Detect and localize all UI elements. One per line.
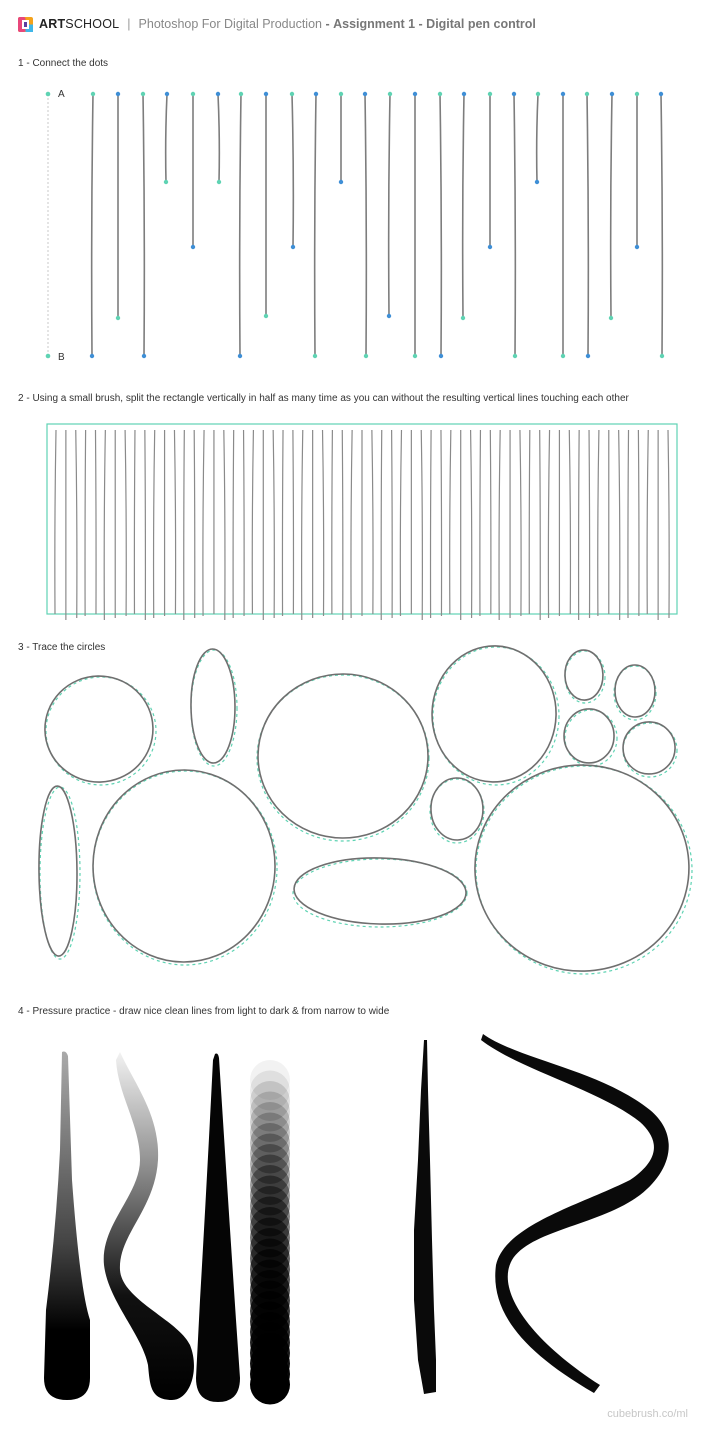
label-b: B	[58, 352, 65, 363]
pressure-stroke-6	[481, 1034, 669, 1393]
section-title-circles: 3 - Trace the circles	[18, 642, 106, 653]
section-title-pressure: 4 - Pressure practice - draw nice clean lines from light to dark & from narrow to wide	[18, 1006, 390, 1017]
brand-rest: SCHOOL	[65, 17, 120, 31]
brand-bold: ART	[39, 17, 66, 31]
watermark: cubebrush.co/ml	[607, 1408, 688, 1420]
pressure-stroke-1	[44, 1052, 90, 1401]
dash: -	[321, 17, 334, 31]
course-title: Photoshop For Digital Production	[138, 17, 322, 31]
label-a: A	[58, 89, 65, 100]
pressure-stroke-3	[196, 1054, 240, 1403]
pressure-stroke-5	[414, 1040, 436, 1394]
section-title-split: 2 - Using a small brush, split the rectangle vertically in half as many time as you can without the resulting vertical lines touching each other	[18, 393, 629, 404]
assignment-title: Assignment 1 - Digital pen control	[333, 17, 536, 31]
section-title-dots: 1 - Connect the dots	[18, 58, 109, 69]
header-separator: |	[127, 17, 131, 31]
pressure-stroke-4-stamps	[250, 1060, 290, 1405]
pressure-stamp	[250, 1365, 290, 1405]
pressure-stroke-2	[104, 1052, 194, 1400]
